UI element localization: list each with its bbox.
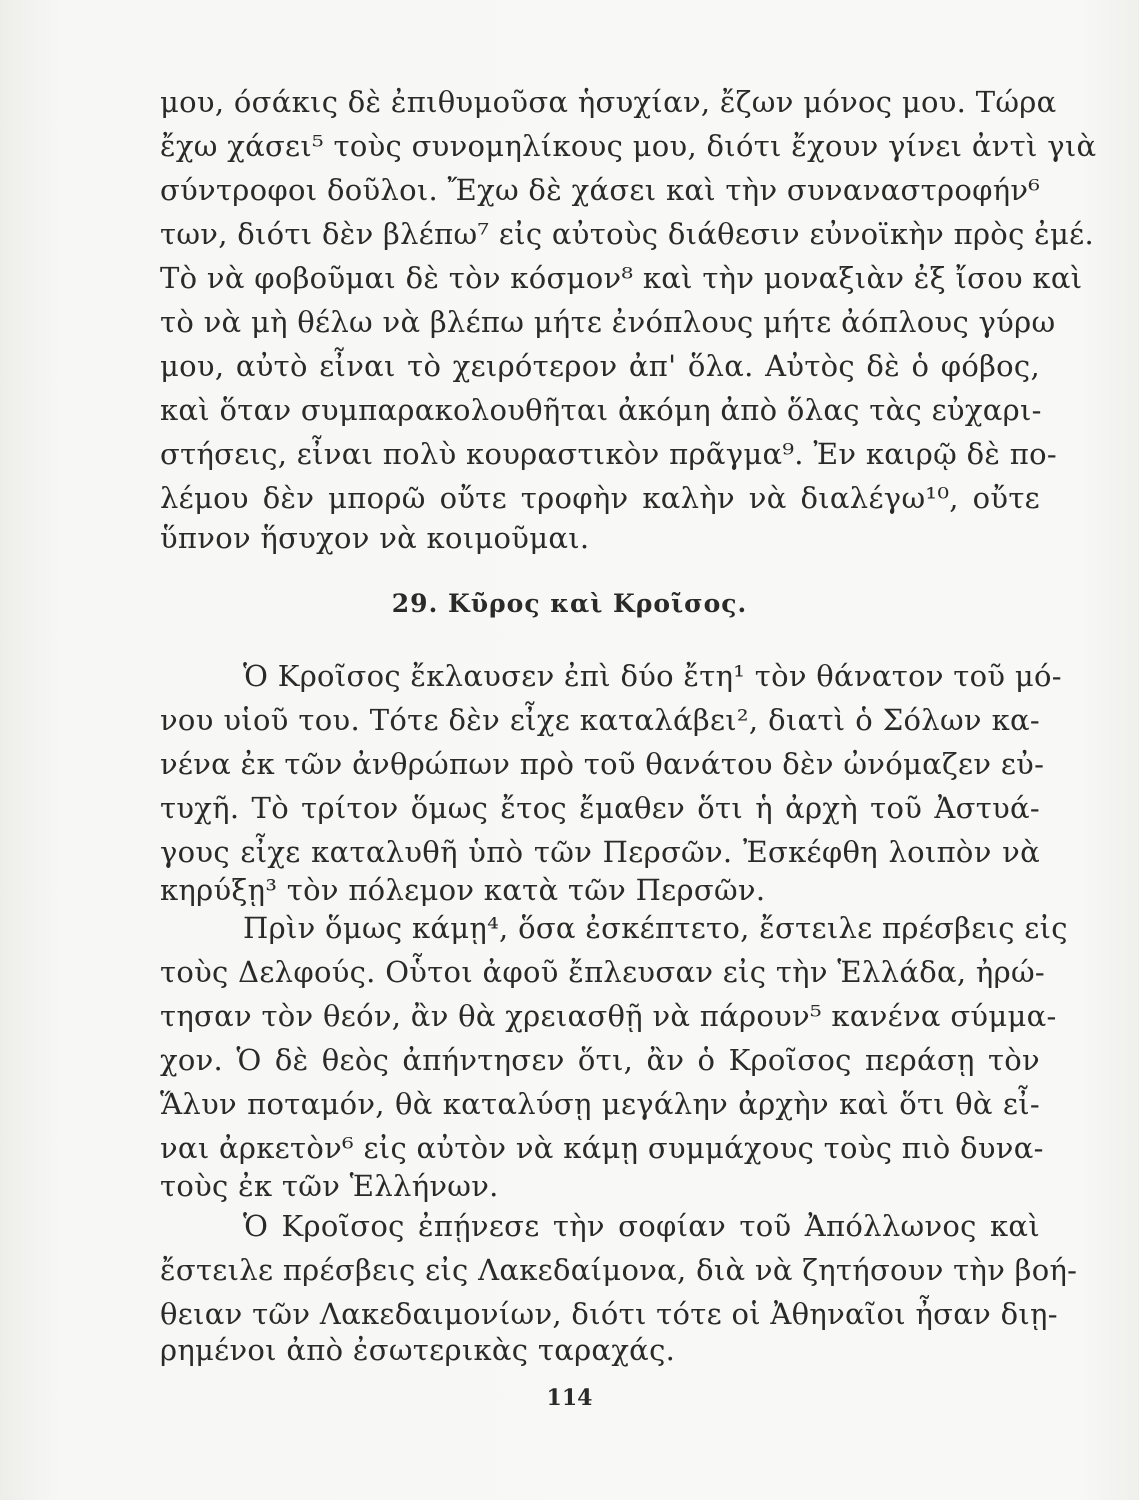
text-line: χον. Ὁ δὲ θεὸς ἀπήντησεν ὅτι, ἂν ὁ Κροῖσος περάσῃ τὸν — [160, 1043, 1040, 1077]
text-line: μου, όσάκις δὲ ἐπιθυμοῦσα ἡσυχίαν, ἔζων μόνος μου. Τώρα — [160, 85, 1057, 119]
text-line: μου, αὐτὸ εἶναι τὸ χειρότερον ἀπ' ὅλα. Αὐτὸς δὲ ὁ φόβος, — [160, 349, 1040, 383]
text-line: Ὁ Κροῖσος ἔκλαυσεν ἐπὶ δύο ἔτη¹ τὸν θάνατον τοῦ μό- — [243, 659, 1062, 693]
text-line: γους εἶχε καταλυθῆ ὑπὸ τῶν Περσῶν. Ἐσκέφθη λοιπὸν νὰ — [160, 835, 1040, 869]
text-line: νου υἱοῦ του. Τότε δὲν εἶχε καταλάβει², διατὶ ὁ Σόλων κα- — [160, 703, 1040, 737]
text-line: στήσεις, εἶναι πολὺ κουραστικὸν πρᾶγμα⁹. Ἐν καιρῷ δὲ πο- — [160, 437, 1057, 471]
text-line: τοὺς ἐκ τῶν Ἑλλήνων. — [160, 1169, 499, 1203]
text-line: ἔστειλε πρέσβεις εἰς Λακεδαίμονα, διὰ νὰ ζητήσουν τὴν βοή- — [160, 1253, 1078, 1287]
page-number: 114 — [546, 1385, 593, 1411]
text-line: λέμου δὲν μπορῶ οὔτε τροφὴν καλὴν νὰ διαλέγω¹⁰, οὔτε — [160, 481, 1040, 515]
text-line: τησαν τὸν θεόν, ἂν θὰ χρειασθῇ νὰ πάρουν⁵ κανένα σύμμα- — [160, 999, 1057, 1033]
text-line: ὕπνον ἥσυχον νὰ κοιμοῦμαι. — [160, 521, 590, 555]
text-line: σύντροφοι δοῦλοι. Ἔχω δὲ χάσει καὶ τὴν συναναστροφήν⁶ — [160, 173, 1041, 207]
text-line: καὶ ὅταν συμπαρακολουθῆται ἀκόμη ἀπὸ ὅλας τὰς εὐχαρι- — [160, 393, 1042, 427]
section-heading: 29. Κῦρος καὶ Κροῖσος. — [391, 589, 748, 618]
text-line: Τὸ νὰ φοβοῦμαι δὲ τὸν κόσμον⁸ καὶ τὴν μοναξιὰν ἐξ ἴσου καὶ — [160, 261, 1083, 295]
text-line: Ὁ Κροῖσος ἐπῄνεσε τὴν σοφίαν τοῦ Ἀπόλλωνος καὶ — [243, 1209, 1040, 1243]
text-line: ρημένοι ἀπὸ ἐσωτερικὰς ταραχάς. — [160, 1333, 676, 1367]
text-line: ναι ἀρκετὸν⁶ εἰς αὐτὸν νὰ κάμῃ συμμάχους τοὺς πιὸ δυνα- — [160, 1131, 1044, 1165]
text-line: νένα ἐκ τῶν ἀνθρώπων πρὸ τοῦ θανάτου δὲν ὠνόμαζεν εὐ- — [160, 747, 1045, 781]
text-line: Πρὶν ὅμως κάμῃ⁴, ὅσα ἐσκέπτετο, ἔστειλε πρέσβεις εἰς — [243, 911, 1068, 945]
text-line: ἔχω χάσει⁵ τοὺς συνομηλίκους μου, διότι ἔχουν γίνει ἀντὶ γιὰ — [160, 129, 1097, 163]
text-line: τυχῆ. Τὸ τρίτον ὅμως ἔτος ἔμαθεν ὅτι ἡ ἀρχὴ τοῦ Ἀστυά- — [160, 791, 1040, 825]
text-line: τὸ νὰ μὴ θέλω νὰ βλέπω μήτε ἐνόπλους μήτε ἀόπλους γύρω — [160, 305, 1056, 339]
text-line: κηρύξῃ³ τὸν πόλεμον κατὰ τῶν Περσῶν. — [160, 873, 766, 907]
text-line: τοὺς Δελφούς. Οὗτοι ἀφοῦ ἔπλευσαν εἰς τὴν Ἑλλάδα, ἠρώ- — [160, 955, 1045, 989]
text-line: των, διότι δὲν βλέπω⁷ εἰς αὐτοὺς διάθεσιν εὐνοϊκὴν πρὸς ἐμέ. — [160, 217, 1094, 251]
text-line: Ἅλυν ποταμόν, θὰ καταλύσῃ μεγάλην ἀρχὴν καὶ ὅτι θὰ εἶ- — [160, 1087, 1040, 1121]
text-line: θειαν τῶν Λακεδαιμονίων, διότι τότε οἱ Ἀθηναῖοι ἦσαν διῃ- — [160, 1297, 1058, 1331]
